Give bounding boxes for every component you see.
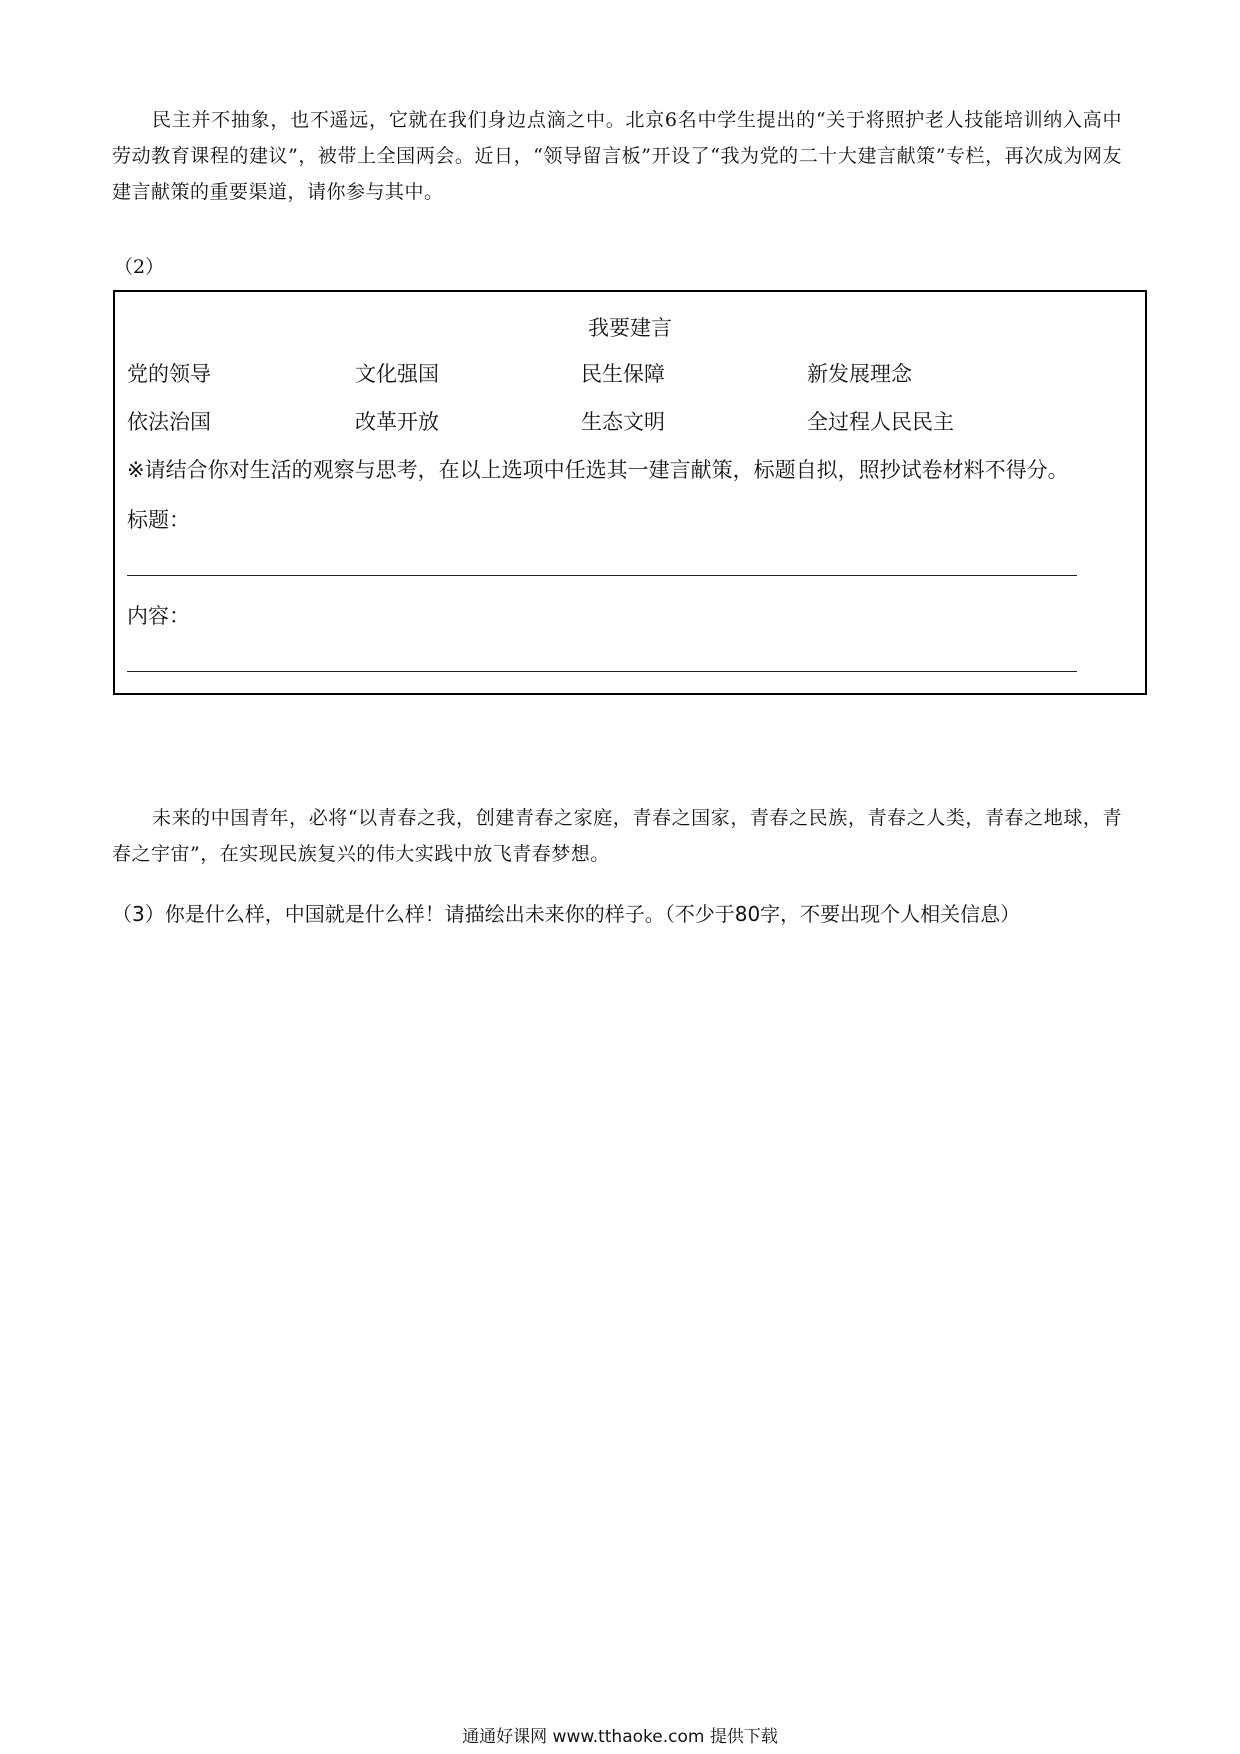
title-answer-line[interactable] xyxy=(127,575,1077,576)
option-new-development: 新发展理念 xyxy=(807,362,912,386)
option-party-leadership: 党的领导 xyxy=(127,362,211,386)
question-3: （3）你是什么样，中国就是什么样！请描绘出未来你的样子。（不少于80字，不要出现个人相关信息） xyxy=(112,902,1021,926)
question-2-label: （2） xyxy=(114,256,165,278)
option-rule-of-law: 依法治国 xyxy=(127,410,211,434)
title-label: 标题： xyxy=(127,508,190,532)
passage-youth: 未来的中国青年，必将“以青春之我，创建青春之家庭，青春之国家，青春之民族，青春之人类，青春之地球，青春之宇宙”，在实现民族复兴的伟大实践中放飞青春梦想。 xyxy=(112,807,1122,865)
passage-democracy: 民主并不抽象，也不遥远，它就在我们身边点滴之中。北京6名中学生提出的“关于将照护老人技能培训纳入高中劳动教育课程的建议”，被带上全国两会。近日，“领导留言板”开设了“我为党的二十大建言献策”专栏，再次成为网友建言献策的重要渠道，请你参与其中。 xyxy=(112,109,1122,203)
option-cultural-power: 文化强国 xyxy=(355,362,439,386)
proposal-instructions: ※请结合你对生活的观察与思考，在以上选项中任选其一建言献策，标题自拟，照抄试卷材料不得分。 xyxy=(127,458,1069,482)
option-reform-opening: 改革开放 xyxy=(355,410,439,434)
option-livelihood: 民生保障 xyxy=(581,362,665,386)
proposal-box xyxy=(113,290,1147,695)
proposal-box-title: 我要建言 xyxy=(588,316,672,340)
option-ecology: 生态文明 xyxy=(581,410,665,434)
content-label: 内容： xyxy=(127,604,190,628)
content-answer-line[interactable] xyxy=(127,671,1077,672)
option-whole-process-democracy: 全过程人民民主 xyxy=(807,410,954,434)
page-footer: 通通好课网 www.tthaoke.com 提供下载 xyxy=(462,1727,778,1747)
